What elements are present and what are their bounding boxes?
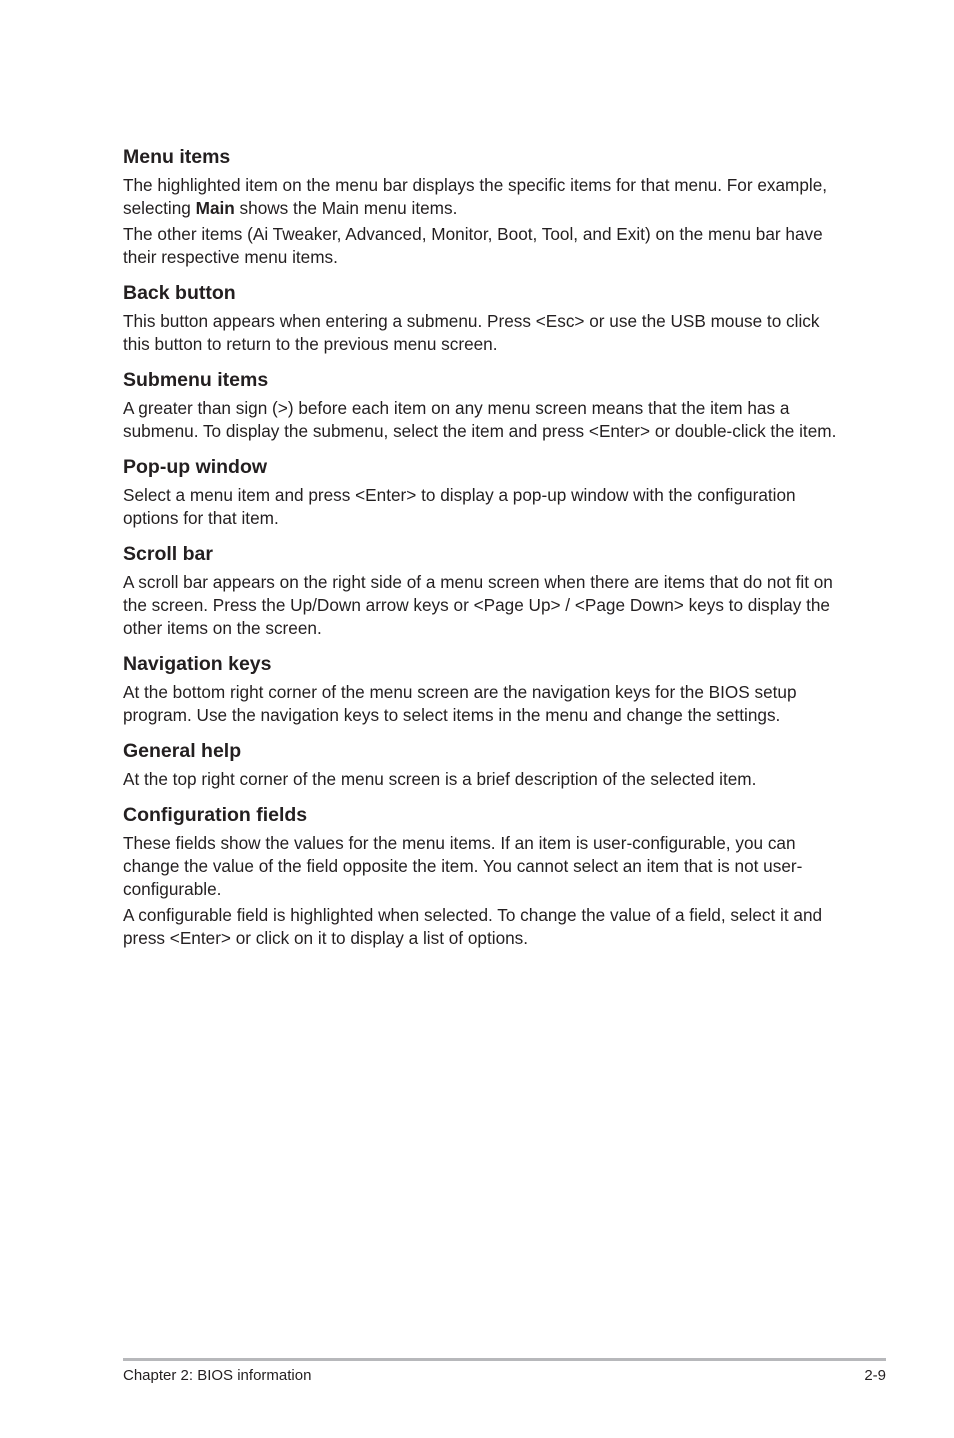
document-body xyxy=(123,145,845,950)
paragraph-back-button: This button appears when entering a submenu. Press <Esc> or use the USB mouse to click this button to return to the previous menu screen. xyxy=(123,311,820,354)
footer-page-number: 2-9 xyxy=(864,1367,886,1384)
section-configuration-fields xyxy=(123,803,845,950)
footer-chapter-title: Chapter 2: BIOS information xyxy=(123,1367,312,1384)
paragraph-scroll-bar: A scroll bar appears on the right side of a menu screen when there are items that do not fit on the screen. Press the Up/Down arrow keys or <Page Up> / <Page Down> keys to display the other items on the screen. xyxy=(123,572,833,638)
section-popup-window xyxy=(123,455,845,530)
paragraph-navigation-keys: At the bottom right corner of the menu screen are the navigation keys for the BIOS setup program. Use the navigation keys to select items in the menu and change the settings. xyxy=(123,682,797,725)
paragraph-submenu-items: A greater than sign (>) before each item on any menu screen means that the item has a submenu. To display the submenu, select the item and press <Enter> or double-click the item. xyxy=(123,398,837,441)
paragraph-configuration-fields-1: These fields show the values for the menu items. If an item is user-configurable, you can change the value of the field opposite the item. You cannot select an item that is not user-configurable. xyxy=(123,833,803,899)
text-segment: The highlighted item on the menu bar displays the specific items for that menu. For example, selecting xyxy=(123,175,828,218)
paragraph-menu-items-1 xyxy=(123,174,845,220)
heading-menu-items: Menu items xyxy=(123,146,231,168)
text-segment: shows the Main menu items. xyxy=(234,198,458,218)
heading-configuration-fields: Configuration fields xyxy=(123,804,308,826)
heading-submenu-items: Submenu items xyxy=(123,369,269,391)
section-general-help xyxy=(123,739,845,791)
heading-back-button: Back button xyxy=(123,282,236,304)
section-scroll-bar xyxy=(123,542,845,640)
section-navigation-keys xyxy=(123,652,845,727)
paragraph-menu-items-2: The other items (Ai Tweaker, Advanced, Monitor, Boot, Tool, and Exit) on the menu bar have their respective menu items. xyxy=(123,224,823,267)
heading-scroll-bar: Scroll bar xyxy=(123,543,213,565)
paragraph-configuration-fields-2: A configurable field is highlighted when selected. To change the value of a field, select it and press <Enter> or click on it to display a list of options. xyxy=(123,905,823,948)
paragraph-popup-window: Select a menu item and press <Enter> to display a pop-up window with the configuration options for that item. xyxy=(123,485,796,528)
footer-divider xyxy=(123,1358,886,1361)
section-menu-items xyxy=(123,145,845,269)
heading-general-help: General help xyxy=(123,740,242,762)
heading-navigation-keys: Navigation keys xyxy=(123,653,272,675)
section-back-button xyxy=(123,281,845,356)
paragraph-general-help: At the top right corner of the menu screen is a brief description of the selected item. xyxy=(123,769,757,789)
bold-term-main: Main xyxy=(195,198,235,218)
section-submenu-items xyxy=(123,368,845,443)
heading-popup-window: Pop-up window xyxy=(123,456,268,478)
